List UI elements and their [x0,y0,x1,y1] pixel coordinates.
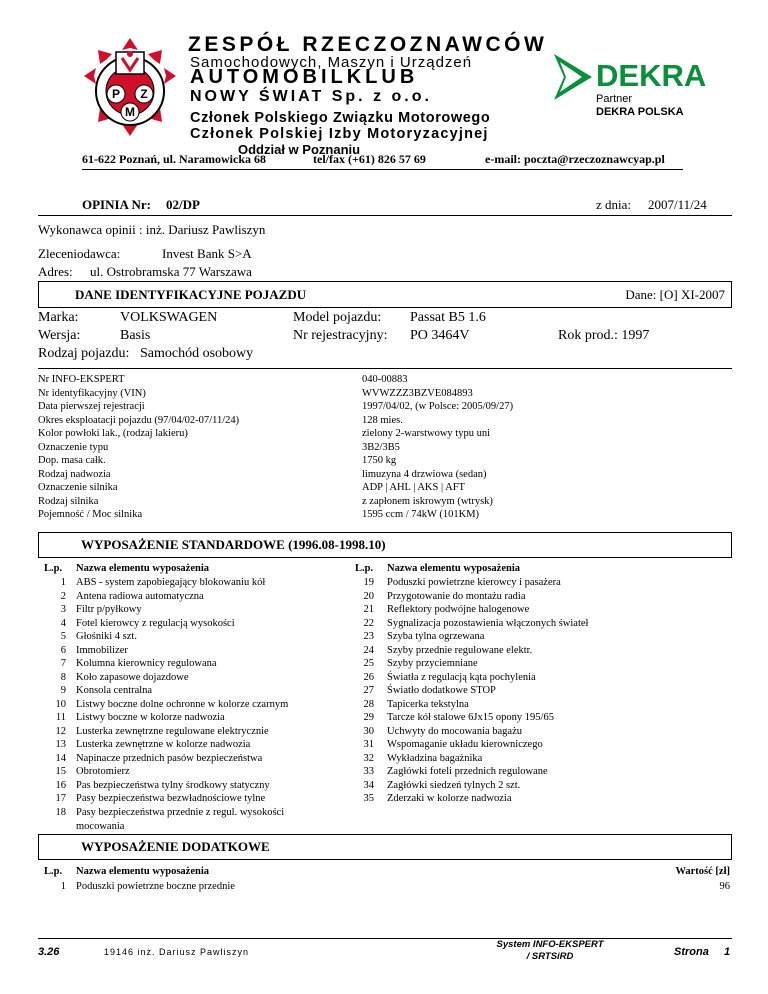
detail-label: Nr identyfikacyjny (VIN) [38,387,146,399]
detail-label: Dop. masa całk. [38,455,106,466]
std-col-lp-left: L.p. [44,563,63,574]
address-label: Adres: [38,264,73,279]
equipment-item-number: 20 [363,590,374,602]
equipment-item-name: Szyby przyciemniane [387,658,478,669]
equipment-item-number: 29 [363,712,374,723]
detail-value: WVWZZZ3BZVE084893 [362,387,473,399]
equipment-item-number: 7 [60,658,66,669]
equipment-item-number: 35 [363,793,374,804]
equipment-item-name: Filtr p/pyłkowy [76,604,142,615]
footer-author: 19146 inż. Dariusz Pawliszyn [104,947,250,957]
executor-value: inż. Dariusz Pawliszyn [145,222,266,237]
opinion-divider [38,215,732,216]
executor-line [38,222,265,238]
equipment-item-name: Antena radiowa automatyczna [76,590,204,602]
std-col-lp-right: L.p. [355,563,374,574]
equipment-item-name: Wspomaganie układu kierowniczego [387,739,543,750]
footer-version: 3.26 [38,946,60,958]
equipment-item-name: Pasy bezpieczeństwa przednie z regul. wysokości [76,806,285,818]
dekra-arrow-icon [552,52,596,102]
equipment-item-number: 30 [363,725,374,737]
extra-col-name: Nazwa elementu wyposażenia [76,866,209,877]
equipment-item-name: Sygnalizacja pozostawienia włączonych świateł [387,617,589,629]
footer-system-line1: System INFO-EKSPERT [496,939,604,950]
footer-divider [38,938,732,939]
equipment-item-number: 6 [60,644,66,656]
equipment-item-name: Uchwyty do mocowania bagażu [387,725,522,737]
equipment-item-number: 32 [363,752,374,764]
equipment-item-name: Immobilizer [76,644,128,656]
equipment-item-number: 13 [55,739,66,750]
data-source: Dane: [O] XI-2007 [625,287,725,302]
equipment-item-name: Lusterka zewnętrzne w kolorze nadwozia [76,739,251,750]
equipment-item-name: Listwy boczne dolne ochronne w kolorze czarnym [76,698,289,710]
equipment-item-number: 27 [363,685,374,696]
company-name: ZESPÓŁ RZECZOZNAWCÓW [188,33,548,56]
footer-page-number: 1 [724,946,731,958]
equipment-item-number: 12 [55,725,66,737]
equipment-item-name: Światło dodatkowe STOP [387,685,496,696]
opinion-date: 2007/11/24 [648,197,707,212]
equipment-item-name: Poduszki powietrzne kierowcy i pasażera [387,577,561,588]
client-label: Zleceniodawca: [38,246,121,261]
equipment-item-name: Kolumna kierownicy regulowana [76,658,217,669]
equipment-item-name: Wykładzina bagażnika [387,752,483,764]
extra-equipment-title: WYPOSAŻENIE DODATKOWE [81,839,270,854]
equipment-item-number: 8 [60,671,66,683]
company-member-pim: Członek Polskiej Izby Motoryzacyjnej [190,126,489,142]
equipment-item-number: 23 [363,631,374,642]
detail-label: Oznaczenie silnika [38,482,118,493]
equipment-item-number: 24 [363,644,374,656]
version-label: Wersja: [38,328,81,343]
equipment-item-name: Pasy bezpieczeństwa bezwładnościowe tylne [76,793,266,804]
company-branch: Oddział w Poznaniu [238,142,361,157]
equipment-item-name: Fotel kierowcy z regulacją wysokości [76,617,235,629]
std-col-name-left: Nazwa elementu wyposażenia [76,563,209,574]
client-value: Invest Bank S>A [162,246,252,261]
equipment-item-name: Głośniki 4 szt. [76,631,137,642]
logo-letter-z: Z [140,87,148,101]
vehicle-divider [38,368,732,369]
detail-value: z zapłonem iskrowym (wtrysk) [362,495,493,507]
header-divider [82,169,683,170]
extra-item-name: Poduszki powietrzne boczne przednie [76,881,235,892]
detail-label: Data pierwszej rejestracji [38,401,145,412]
extra-col-value: Wartość [zł] [675,866,730,877]
company-automobilklub: AUTOMOBILKLUB [190,66,419,88]
equipment-item-number: 9 [60,685,66,696]
extra-equipment-header [38,834,732,860]
company-nowy-swiat: NOWY ŚWIAT Sp. z o.o. [190,88,432,105]
equipment-item-name: Światła z regulacją kąta pochylenia [387,671,536,683]
equipment-item-name: Listwy boczne w kolorze nadwozia [76,712,225,723]
type-label: Rodzaj pojazdu: [38,346,130,361]
logo-letter-p: P [111,87,121,101]
type-value: Samochód osobowy [140,346,254,361]
detail-label: Okres eksploatacji pojazdu (97/04/02-07/11/24) [38,414,240,426]
opinion-label: OPINIA Nr: [82,197,151,212]
equipment-item-name: Pas bezpieczeństwa tylny środkowy statyczny [76,779,270,791]
equipment-item-name: Tarcze kół stalowe 6Jx15 opony 195/65 [387,712,554,723]
equipment-item-number: 15 [55,766,66,777]
detail-value: 3B2/3B5 [362,441,400,453]
equipment-item-number: 34 [363,779,374,791]
equipment-item-name: Lusterka zewnętrzne regulowane elektrycznie [76,725,269,737]
equipment-item-name: Koło zapasowe dojazdowe [76,671,189,683]
footer-system [490,939,610,963]
detail-value: 128 mies. [362,414,403,426]
detail-value: ADP | AHL | AKS | AFT [362,482,465,493]
model-value: Passat B5 1.6 [410,310,486,325]
equipment-item-name: Zderzaki w kolorze nadwozia [387,793,512,804]
address-value: ul. Ostrobramska 77 Warszawa [90,264,252,279]
equipment-item-name: Szyba tylna ogrzewana [387,631,485,642]
company-subtitle: Samochodowych, Maszyn i Urządzeń [190,54,473,71]
equipment-item-number: 3 [60,604,66,615]
detail-value: 1750 kg [362,455,397,466]
equipment-item-number: 28 [363,698,374,710]
equipment-item-name: Szyby przednie regulowane elektr. [387,644,533,656]
partner-name: DEKRA POLSKA [596,106,684,118]
detail-label: Kolor powłoki lak., (rodzaj lakieru) [38,428,188,439]
production-year: Rok prod.: 1997 [558,328,650,343]
equipment-item-name: Reflektory podwójne halogenowe [387,604,530,615]
equipment-item-number: 31 [363,739,374,750]
equipment-item-name: Konsola centralna [76,685,153,696]
detail-value: limuzyna 4 drzwiowa (sedan) [362,468,487,480]
equipment-item-name: Przygotowanie do montażu radia [387,590,526,602]
equipment-item-number: 1 [60,577,66,588]
detail-label: Pojemność / Moc silnika [38,509,143,520]
make-label: Marka: [38,310,79,325]
extra-col-lp: L.p. [44,866,63,877]
partner-label: Partner [596,93,633,105]
equipment-item-number: 11 [55,712,66,723]
dekra-wordmark: DEKRA [596,58,707,93]
detail-value: 040-00883 [362,374,408,385]
reg-value: PO 3464V [410,328,470,343]
equipment-item-number: 16 [55,779,66,791]
standard-equipment-title: WYPOSAŻENIE STANDARDOWE (1996.08-1998.10) [81,537,386,552]
equipment-item-number: 26 [363,671,374,683]
logo-letter-m: M [125,105,135,119]
opinion-date-label: z dnia: [596,197,632,212]
company-address: 61-622 Poznań, ul. Naramowicka 68 [82,152,266,166]
equipment-item-number: 18 [55,806,66,818]
equipment-item-number: 19 [363,577,374,588]
detail-value: zielony 2-warstwowy typu uni [362,428,491,439]
version-value: Basis [120,328,151,343]
detail-label: Rodzaj nadwozia [38,468,111,480]
executor-label: Wykonawca opinii : [38,222,143,237]
equipment-item-number: 2 [60,590,66,602]
std-col-name-right: Nazwa elementu wyposażenia [387,563,520,574]
equipment-item-number: 22 [363,617,374,629]
equipment-item-number: 4 [60,617,66,629]
equipment-item-name: Obrotomierz [76,766,130,777]
company-email: e-mail: poczta@rzeczoznawcyap.pl [485,152,665,166]
detail-value: 1595 ccm / 74kW (101KM) [362,509,480,520]
vehicle-section-header [38,281,732,308]
equipment-item-number: 21 [363,604,374,615]
reg-label: Nr rejestracyjny: [293,328,388,343]
company-phone: tel/fax (+61) 826 57 69 [313,152,426,166]
model-label: Model pojazdu: [293,310,382,325]
vehicle-section-title: DANE IDENTYFIKACYJNE POJAZDU [75,287,307,302]
equipment-item-number: 14 [55,752,66,764]
detail-value: 1997/04/02, (w Polsce: 2005/09/27) [362,401,514,412]
equipment-item-name: ABS - system zapobiegający blokowaniu kół [76,577,266,588]
equipment-item-name: Tapicerka tekstylna [387,698,469,710]
make-value: VOLKSWAGEN [120,310,218,325]
opinion-number: 02/DP [166,197,200,212]
detail-label: Oznaczenie typu [38,441,109,453]
footer-page-label: Strona [674,946,709,958]
extra-item-value: 96 [719,881,730,892]
footer-system-line2: / SRTSiRD [526,951,574,962]
equipment-item-number: 33 [363,766,374,777]
equipment-item-number: 17 [55,793,66,804]
equipment-item-number: 5 [60,631,66,642]
detail-label: Nr INFO-EKSPERT [38,374,125,385]
equipment-item-name: Zagłówki foteli przednich regulowane [387,766,548,777]
equipment-item-number: 25 [363,658,374,669]
company-member-pzm: Członek Polskiego Związku Motorowego [190,110,491,126]
standard-equipment-header [38,532,732,558]
pzm-logo-icon [78,36,182,140]
equipment-item-name: Zagłówki siedzeń tylnych 2 szt. [387,779,521,791]
equipment-item-name: Napinacze przednich pasów bezpieczeństwa [76,752,263,764]
detail-label: Rodzaj silnika [38,495,99,507]
equipment-item-number: 10 [55,698,66,710]
extra-item-number: 1 [60,881,66,892]
std-item-18-continuation: mocowania [76,821,125,832]
